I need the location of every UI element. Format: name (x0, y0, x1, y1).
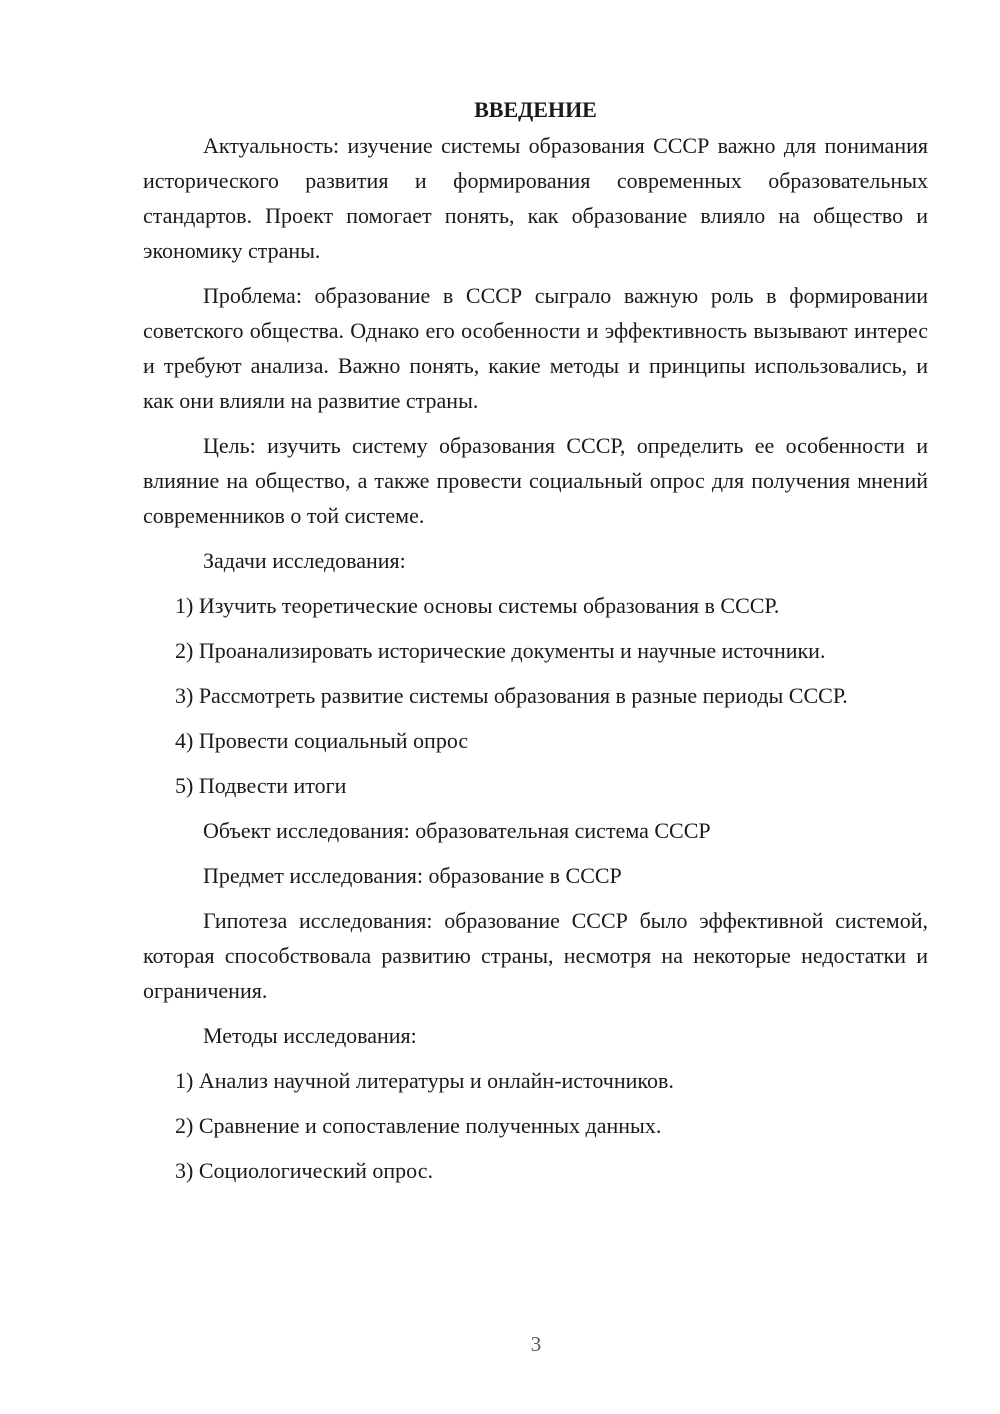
task-item: 3) Рассмотреть развитие системы образования в разные периоды СССР. (175, 683, 848, 708)
page-title: ВВЕДЕНИЕ (474, 97, 597, 122)
problem-paragraph: Проблема: образование в СССР сыграло важную роль в формировании советского общества. Однако его особенности и эффективность вызывают интерес и требуют анализа. Важно понять, какие методы и принципы использовались, и как они влияли на развитие страны. (143, 283, 928, 413)
method-item: 2) Сравнение и сопоставление полученных данных. (175, 1113, 662, 1138)
task-item: 1) Изучить теоретические основы системы образования в СССР. (175, 593, 780, 618)
goal-paragraph: Цель: изучить систему образования СССР, определить ее особенности и влияние на общество, а также провести социальный опрос для получения мнений современников о той системе. (143, 433, 928, 528)
tasks-heading: Задачи исследования: (203, 548, 406, 573)
object-line: Объект исследования: образовательная система СССР (203, 818, 711, 843)
subject-line: Предмет исследования: образование в СССР (203, 863, 622, 888)
task-item: 4) Провести социальный опрос (175, 728, 469, 753)
methods-heading: Методы исследования: (203, 1023, 417, 1048)
hypothesis-paragraph: Гипотеза исследования: образование СССР было эффективной системой, которая способствовала развитию страны, несмотря на некоторые недостатки и ограничения. (143, 908, 928, 1003)
task-item: 5) Подвести итоги (175, 773, 347, 798)
method-item: 3) Социологический опрос. (175, 1158, 433, 1183)
task-item: 2) Проанализировать исторические документы и научные источники. (175, 638, 826, 663)
relevance-paragraph: Актуальность: изучение системы образования СССР важно для понимания исторического развития и формирования современных образовательных стандартов. Проект помогает понять, как образование влияло на общество и экономику страны. (143, 133, 928, 263)
document-body (143, 92, 928, 1198)
method-item: 1) Анализ научной литературы и онлайн-источников. (175, 1068, 674, 1093)
page-number: 3 (530, 1332, 542, 1356)
